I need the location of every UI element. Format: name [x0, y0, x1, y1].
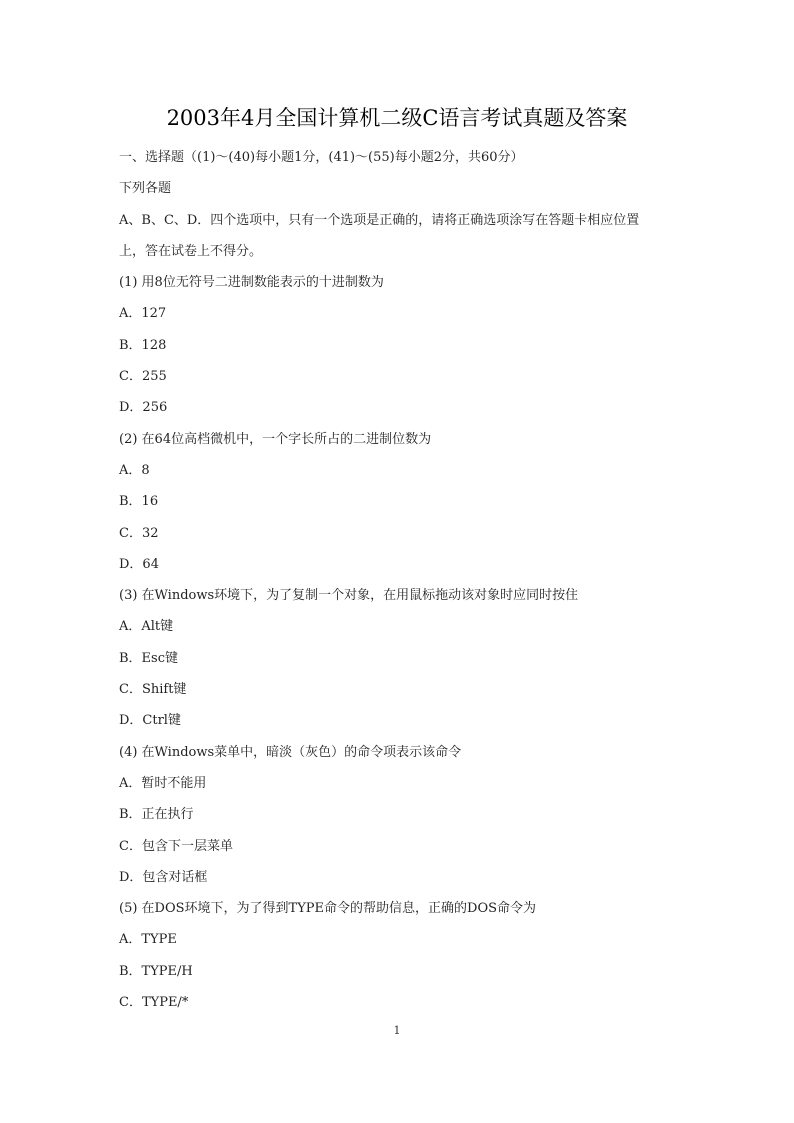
question-stem: (4) 在Windows菜单中，暗淡（灰色）的命令项表示该命令 — [119, 744, 462, 760]
question — [119, 267, 679, 423]
question-option: C．255 — [119, 369, 167, 385]
question-option: B．Esc键 — [119, 650, 178, 666]
question-option: B．16 — [119, 494, 159, 510]
question-option: B．TYPE/H — [119, 963, 193, 979]
question-stem: (5) 在DOS环境下，为了得到TYPE命令的帮助信息，正确的DOS命令为 — [119, 901, 537, 917]
question-option: D．64 — [119, 556, 159, 572]
question-option: D．256 — [119, 400, 168, 416]
question-option: C．32 — [119, 525, 159, 541]
question-option: A．暂时不能用 — [119, 775, 207, 791]
instructions-line: 上，答在试卷上不得分。 — [119, 243, 263, 259]
question-stem: (2) 在64位高档微机中，一个字长所占的二进制位数为 — [119, 431, 432, 447]
question-option: C．包含下一层菜单 — [119, 838, 233, 854]
page-number: 1 — [393, 1024, 401, 1037]
question — [119, 893, 679, 1018]
question-option: B．正在执行 — [119, 807, 194, 823]
question-option: B．128 — [119, 337, 167, 353]
question-option: A．Alt键 — [119, 619, 174, 635]
section-heading: 一、选择题（(1)～(40)每小题1分，(41)～(55)每小题2分，共60分） — [119, 150, 524, 165]
question — [119, 424, 679, 580]
document-title: 2003年4月全国计算机二级C语言考试真题及答案 — [166, 106, 628, 130]
question — [119, 580, 679, 736]
instructions-line: A、B、C、D．四个选项中，只有一个选项是正确的，请将正确选项涂写在答题卡相应位置 — [119, 212, 640, 228]
question — [119, 737, 679, 893]
question-option: D．包含对话框 — [119, 869, 208, 885]
question-stem: (3) 在Windows环境下，为了复制一个对象，在用鼠标拖动该对象时应同时按住 — [119, 588, 579, 604]
document-body — [119, 142, 679, 1018]
sub-heading: 下列各题 — [119, 181, 172, 197]
question-option: C．Shift键 — [119, 682, 187, 698]
question-option: A．127 — [119, 306, 167, 322]
question-option: C．TYPE/* — [119, 995, 189, 1011]
question-option: A．TYPE — [119, 932, 177, 948]
question-stem: (1) 用8位无符号二进制数能表示的十进制数为 — [119, 275, 384, 291]
question-option: D．Ctrl键 — [119, 713, 181, 729]
question-option: A．8 — [119, 462, 150, 478]
